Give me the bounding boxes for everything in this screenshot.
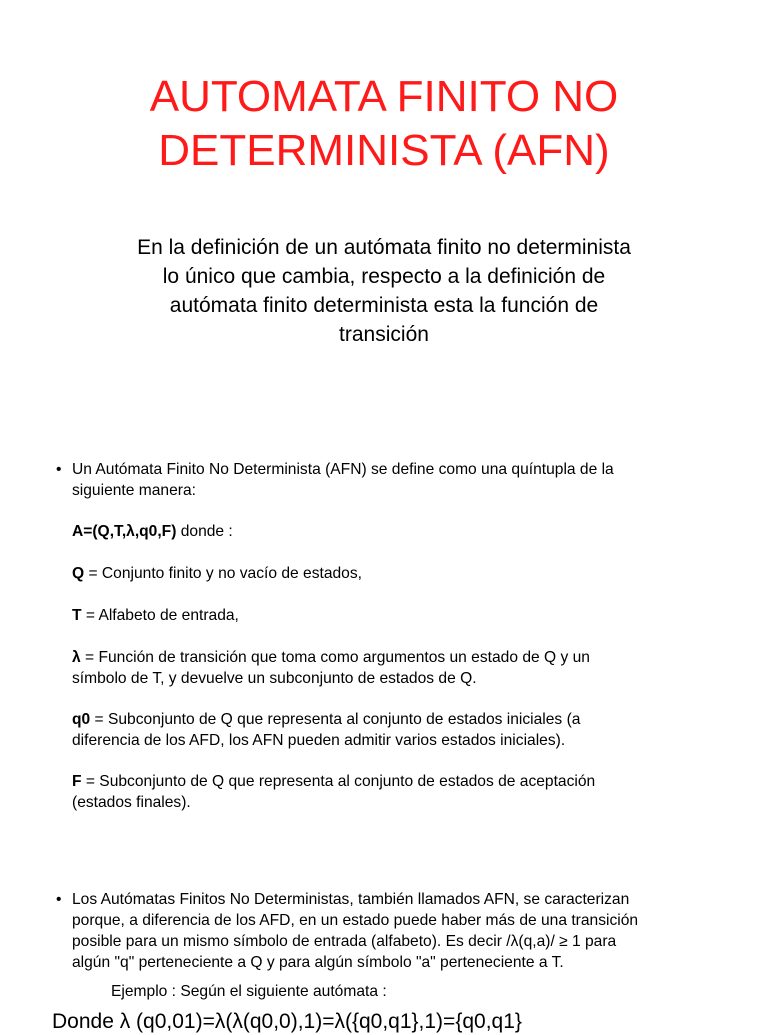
definition-intro-line: siguiente manera: — [72, 482, 196, 499]
title-line-2: DETERMINISTA (AFN) — [158, 126, 610, 175]
f-text-cont: (estados finales). — [72, 794, 191, 811]
tuple-suffix: donde : — [176, 523, 233, 540]
characteristics-block — [72, 889, 752, 973]
characteristics-line: algún "q" perteneciente a Q y para algún símbolo "a" perteneciente a T. — [72, 954, 564, 971]
lambda-text: = Función de transición que toma como argumentos un estado de Q y un — [80, 649, 590, 666]
q-definition — [72, 563, 752, 584]
tuple-line — [72, 521, 752, 542]
lambda-text-cont: símbolo de T, y devuelve un subconjunto de estados de Q. — [72, 670, 477, 687]
title-line-1: AUTOMATA FINITO NO — [149, 72, 619, 121]
characteristics-line: posible para un mismo símbolo de entrada (alfabeto). Es decir /λ(q,a)/ ≥ 1 para — [72, 933, 617, 950]
t-text: = Alfabeto de entrada, — [81, 607, 239, 624]
example-formula: Donde λ (q0,01)=λ(λ(q0,0),1)=λ({q0,q1},1)={q0,q1} — [52, 1010, 522, 1033]
intro-line: transición — [339, 323, 429, 346]
f-label: F — [72, 773, 82, 790]
intro-line: autómata finito determinista esta la función de — [169, 294, 599, 317]
example-label: Ejemplo : Según el siguiente autómata : — [111, 983, 387, 1000]
intro-line: En la definición de un autómata finito no determinista — [137, 236, 631, 259]
f-text: = Subconjunto de Q que representa al conjunto de estados de aceptación — [81, 773, 596, 790]
t-definition — [72, 605, 752, 626]
q0-label: q0 — [72, 711, 91, 728]
characteristics-line: porque, a diferencia de los AFD, en un estado puede haber más de una transición — [72, 912, 639, 929]
characteristics-line: Los Autómatas Finitos No Deterministas, también llamados AFN, se caracterizan — [72, 891, 630, 908]
intro-line: lo único que cambia, respecto a la definición de — [162, 265, 606, 288]
q-text: = Conjunto finito y no vacío de estados, — [84, 565, 362, 582]
bullet-icon: • — [56, 461, 62, 478]
bullet-icon: • — [56, 891, 62, 908]
f-definition — [72, 771, 752, 813]
q0-text-cont: diferencia de los AFD, los AFN pueden admitir varios estados iniciales). — [72, 732, 566, 749]
definition-block — [72, 459, 752, 501]
page-title — [0, 70, 768, 178]
lambda-label: λ — [72, 649, 81, 666]
q0-text: = Subconjunto de Q que representa al conjunto de estados iniciales (a — [90, 711, 581, 728]
tuple-formula: A=(Q,T,λ,q0,F) — [72, 523, 177, 540]
q-label: Q — [72, 565, 85, 582]
intro-paragraph — [0, 233, 768, 349]
q0-definition — [72, 709, 752, 751]
lambda-definition — [72, 647, 752, 689]
definition-intro-line: Un Autómata Finito No Determinista (AFN) se define como una quíntupla de la — [72, 461, 614, 478]
t-label: T — [72, 607, 82, 624]
